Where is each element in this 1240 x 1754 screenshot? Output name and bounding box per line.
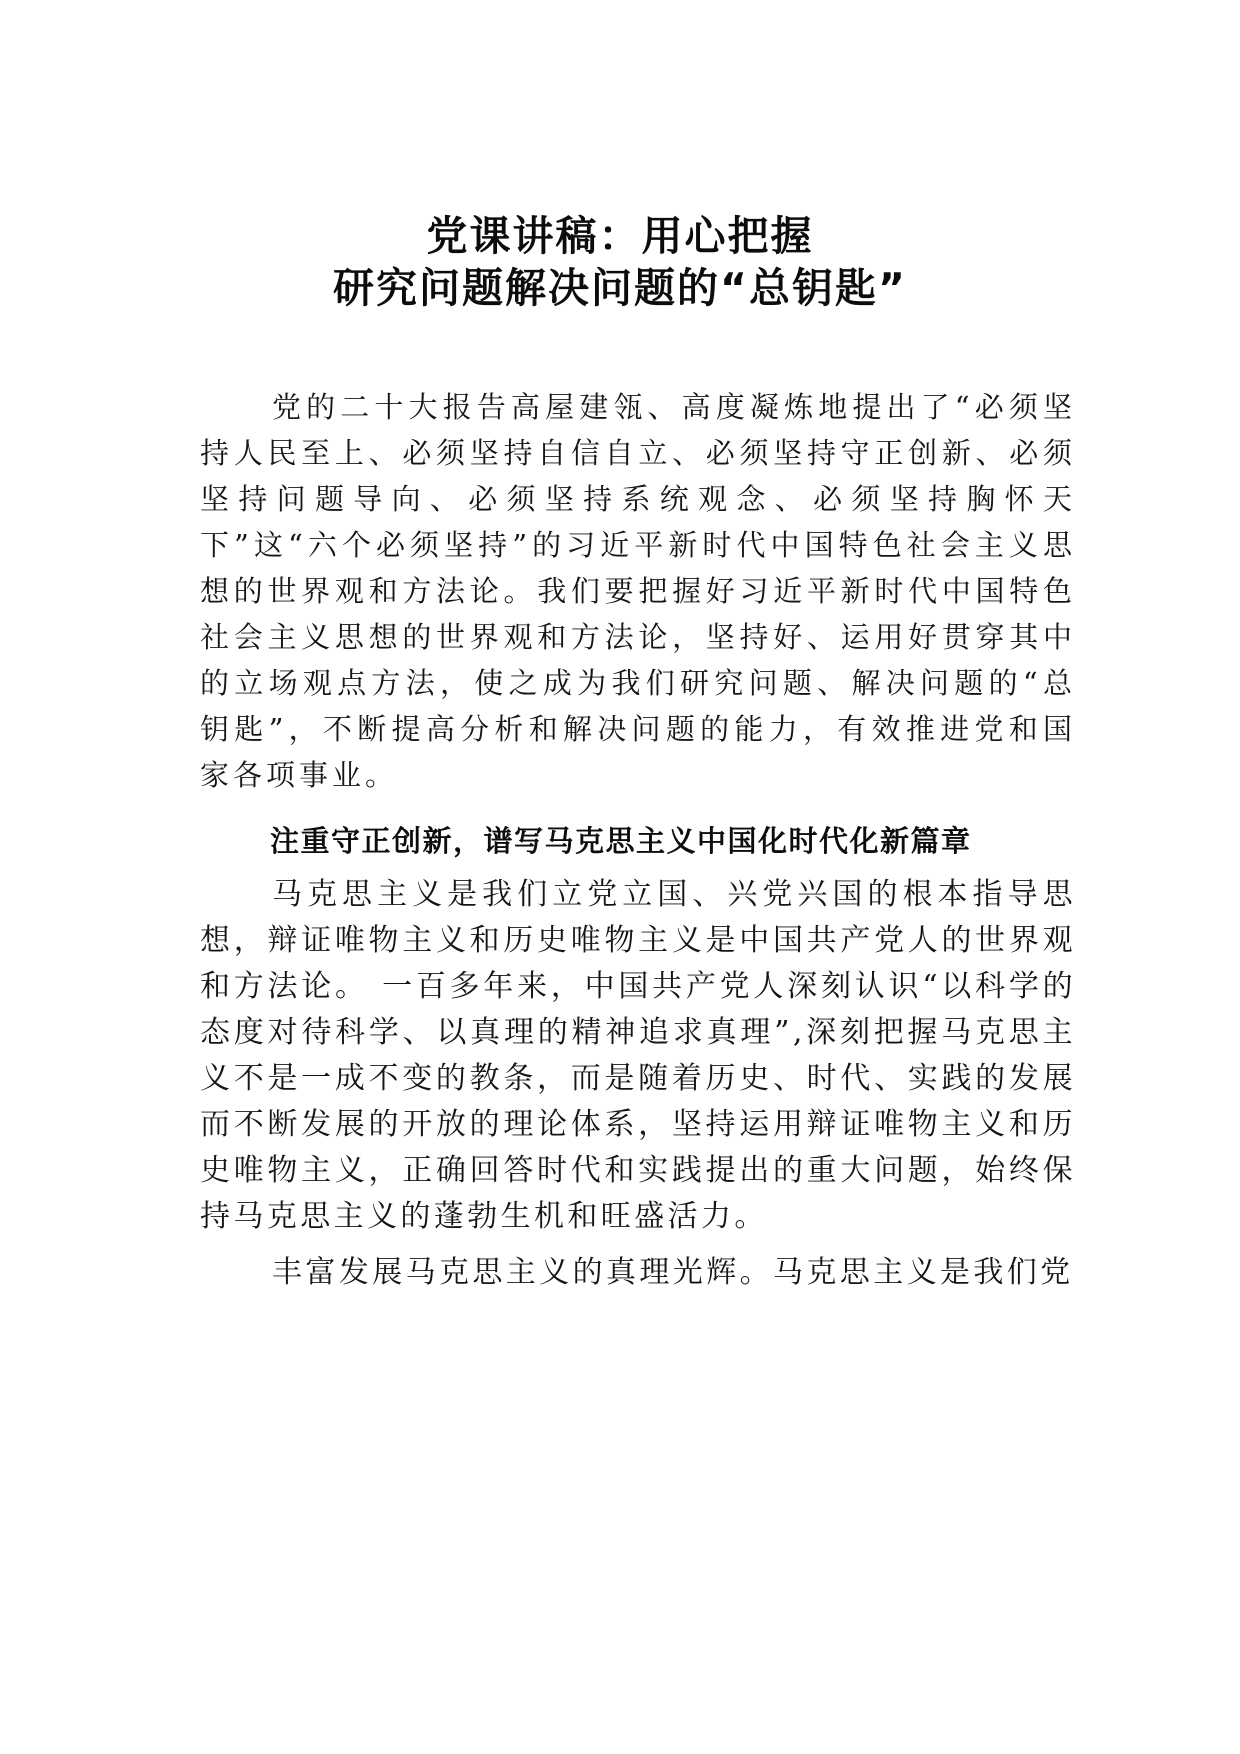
title-line-1: 党课讲稿：用心把握: [426, 212, 814, 260]
title-line-2: 研究问题解决问题的“总钥匙”: [333, 264, 907, 312]
section-heading: 注重守正创新，谱写马克思主义中国化时代化新篇章: [270, 824, 972, 858]
document-title: [120, 210, 1120, 314]
intro-paragraph: 党的二十大报告高屋建瓴、高度凝炼地提出了“必须坚持人民至上、必须坚持自信自立、必须坚持守正创新、必须坚持问题导向、必须坚持系统观念、必须坚持胸怀天下”这“六个必须坚持”的习近平新时代中国特色社会主义思想的世界观和方法论。我们要把握好习近平新时代中国特色社会主义思想的世界观和方法论，坚持好、运用好贯穿其中的立场观点方法，使之成为我们研究问题、解决问题的“总钥匙”，不断提高分析和解决问题的能力，有效推进党和国家各项事业。: [200, 390, 1076, 792]
document-body: [200, 384, 1076, 1296]
section-paragraph-1: 马克思主义是我们立党立国、兴党兴国的根本指导思想，辩证唯物主义和历史唯物主义是中国共产党人的世界观和方法论。 一百多年来，中国共产党人深刻认识“以科学的态度对待科学、以真理的精神追求真理”,深刻把握马克思主义不是一成不变的教条，而是随着历史、时代、实践的发展而不断发展的开放的理论体系，坚持运用辩证唯物主义和历史唯物主义，正确回答时代和实践提出的重大问题，始终保持马克思主义的蓬勃生机和旺盛活力。: [200, 877, 1076, 1234]
section-paragraph-2: 丰富发展马克思主义的真理光辉。马克思主义是我们党: [272, 1255, 1074, 1290]
